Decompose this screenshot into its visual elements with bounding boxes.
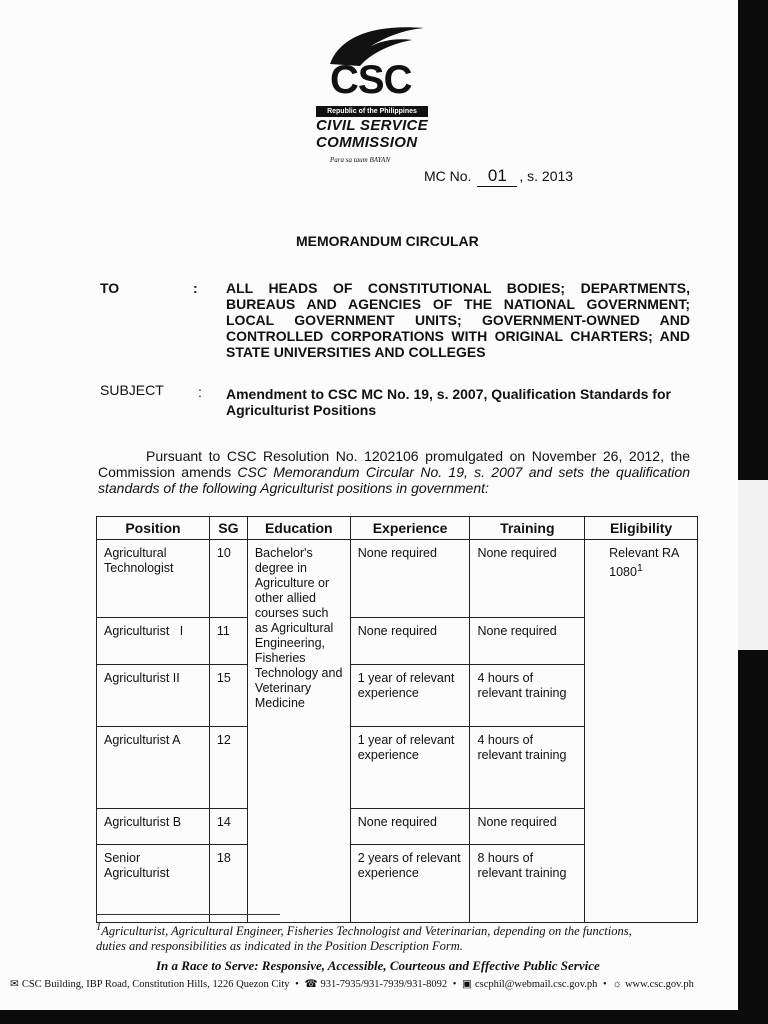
mc-number-value: 01	[477, 166, 517, 187]
cell-experience: None required	[350, 540, 470, 618]
phone-icon: ☎	[304, 979, 318, 990]
csc-logo	[312, 18, 432, 164]
cell-training: None required	[470, 618, 585, 665]
cell-experience: 1 year of relevant experience	[350, 665, 470, 727]
cell-position: Agricultural Technologist	[97, 540, 210, 618]
logo-band: Republic of the Philippines	[316, 106, 428, 117]
body-paragraph	[98, 448, 690, 496]
document-title: MEMORANDUM CIRCULAR	[296, 233, 479, 249]
header-experience: Experience	[350, 517, 470, 540]
header-sg: SG	[209, 517, 247, 540]
cell-training: 8 hours of relevant training	[470, 845, 585, 923]
footnote-divider	[96, 914, 280, 915]
cell-sg: 11	[209, 618, 247, 665]
logo-acronym: CSC	[330, 58, 412, 102]
header-education: Education	[247, 517, 350, 540]
globe-icon: ☼	[612, 979, 622, 990]
cell-experience: None required	[350, 618, 470, 665]
footnote	[96, 920, 656, 954]
mc-number	[424, 166, 573, 187]
computer-icon: ▣	[462, 979, 472, 990]
footer-address	[10, 978, 697, 990]
cell-experience: 2 years of relevant experience	[350, 845, 470, 923]
cell-position: Agriculturist A	[97, 727, 210, 809]
cell-sg: 12	[209, 727, 247, 809]
cell-training: 4 hours of relevant training	[470, 665, 585, 727]
cell-sg: 18	[209, 845, 247, 923]
para-part2: CSC Memorandum Circular No. 19, s. 2007	[237, 464, 523, 480]
subject-colon: :	[198, 384, 202, 400]
cell-experience: None required	[350, 809, 470, 845]
address-web: www.csc.gov.ph	[624, 979, 694, 990]
address-separator: •	[295, 979, 299, 990]
to-colon: :	[193, 280, 198, 296]
header-position: Position	[97, 517, 210, 540]
address-building: CSC Building, IBP Road, Constitution Hills, 1226 Quezon City	[21, 979, 290, 990]
tagline: In a Race to Serve: Responsive, Accessible, Courteous and Effective Public Service	[156, 958, 600, 973]
address-separator: •	[603, 979, 607, 990]
address-phone: 931-7935/931-7939/931-8092	[320, 979, 448, 990]
header-eligibility: Eligibility	[585, 517, 698, 540]
scan-edge-bottom	[0, 1010, 768, 1024]
cell-sg: 14	[209, 809, 247, 845]
address-separator: •	[452, 979, 457, 990]
cell-position: Agriculturist B	[97, 809, 210, 845]
cell-eligibility	[585, 540, 698, 923]
address-email: cscphil@webmail.csc.gov.ph	[474, 979, 598, 990]
subject-text: Amendment to CSC MC No. 19, s. 2007, Qualification Standards for Agriculturist Positions	[226, 386, 671, 418]
cell-training: None required	[470, 540, 585, 618]
to-label: TO	[100, 280, 120, 296]
logo-motto: Para sa taum BAYAN	[330, 156, 390, 164]
eligibility-text: Relevant RA 1080	[609, 546, 679, 580]
logo-name-line1: CIVIL SERVICE	[316, 117, 428, 134]
para-part1: Pursuant to CSC Resolution No. 1202106 promulgated on November 26, 2012, the Commission amends	[98, 448, 690, 480]
qualification-table	[96, 516, 698, 923]
table-row	[97, 540, 698, 618]
cell-experience: 1 year of relevant experience	[350, 727, 470, 809]
cell-sg: 10	[209, 540, 247, 618]
footnote-mark: 1	[96, 922, 102, 933]
header-training: Training	[470, 517, 585, 540]
footnote-text: Agriculturist, Agricultural Engineer, Fisheries Technologist and Veterinarian, depending on the functions, duties and responsibilities as indicated in the Position Description Form.	[96, 924, 632, 954]
cell-position: Senior Agriculturist	[97, 845, 210, 923]
mc-prefix: MC No.	[424, 168, 472, 184]
cell-position: Agriculturist II	[97, 665, 210, 727]
subject-label: SUBJECT	[100, 382, 164, 398]
para-part4: qualification standards of the following Agriculturist positions in government:	[98, 464, 690, 496]
to-recipients: ALL HEADS OF CONSTITUTIONAL BODIES; DEPARTMENTS, BUREAUS AND AGENCIES OF THE NATIONAL GOVERNMENT; LOCAL GOVERNMENT UNITS; GOVERNMENT-OWNED AND CONTROLLED CORPORATIONS WITH ORIGINAL CHARTERS; AND STATE UNIVERSITIES AND COLLEGES	[226, 280, 690, 360]
mc-suffix: , s. 2013	[519, 168, 574, 184]
scan-edge-right	[738, 0, 768, 1024]
para-part3: and sets the	[522, 464, 617, 480]
cell-sg: 15	[209, 665, 247, 727]
scan-edge-light-patch	[738, 480, 768, 650]
mail-icon: ✉	[10, 979, 19, 990]
cell-training: None required	[470, 809, 585, 845]
logo-name-line2: COMMISSION	[316, 134, 418, 151]
eligibility-footnote-mark: 1	[636, 563, 643, 574]
cell-training: 4 hours of relevant training	[470, 727, 585, 809]
cell-position: Agriculturist I	[97, 618, 210, 665]
cell-education: Bachelor's degree in Agriculture or other allied courses such as Agricultural Engineering, Fisheries Technology and Veterinary Medicine	[247, 540, 350, 923]
table-header-row	[97, 517, 698, 540]
